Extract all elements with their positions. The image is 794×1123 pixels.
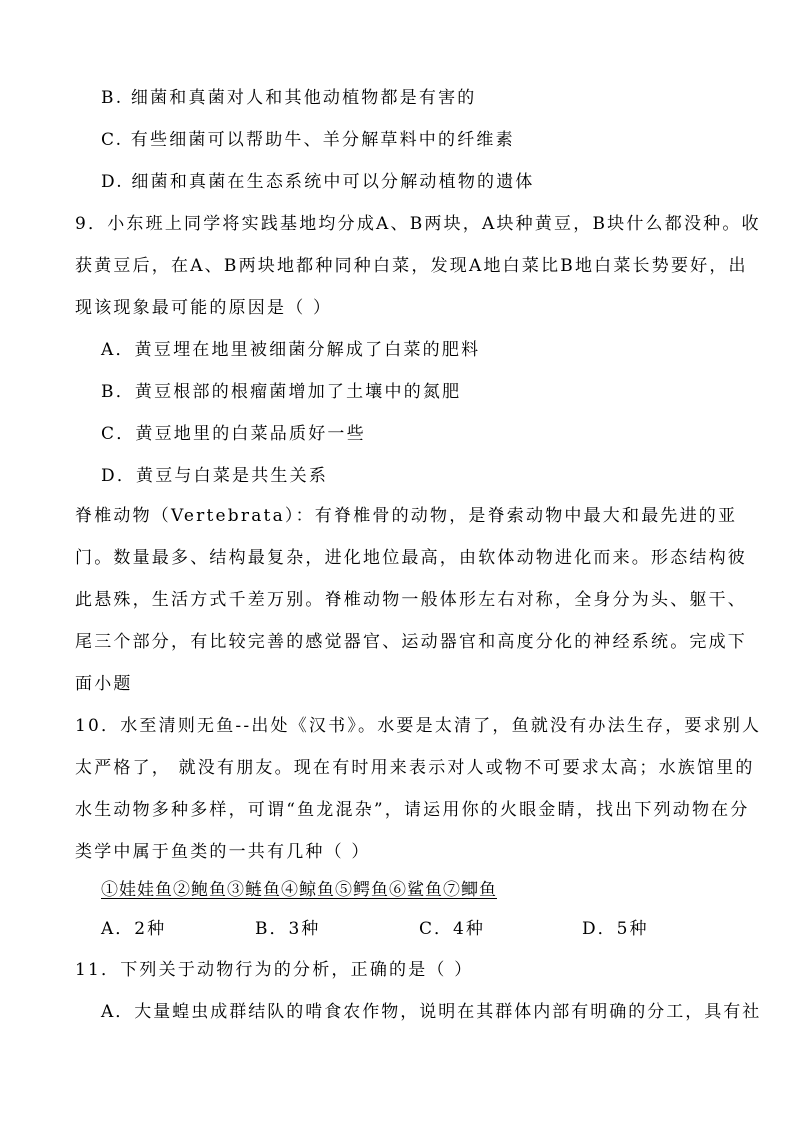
- q10-stem-line-1: 10．水至清则无鱼--出处《汉书》。水要是太清了，鱼就没有办法生存，要求别人: [75, 716, 762, 736]
- q9-option-d: D．黄豆与白菜是共生关系: [101, 466, 329, 486]
- q8-option-b: B. 细菌和真菌对人和其他动植物都是有害的: [101, 88, 477, 108]
- q10-animal-list: [101, 878, 497, 902]
- q10-stem-line-3: 水生动物多种多样，可谓“鱼龙混杂”，请运用你的火眼金睛，找出下列动物在分: [75, 800, 750, 820]
- passage-line-1: 脊椎动物（Vertebrata）：有脊椎骨的动物，是脊索动物中最大和最先进的亚: [75, 506, 738, 526]
- q9-option-b: B．黄豆根部的根瘤菌增加了土壤中的氮肥: [101, 382, 462, 402]
- q11-option-a: A．大量蝗虫成群结队的啃食农作物，说明在其群体内部有明确的分工，具有社: [101, 1002, 762, 1022]
- q9-option-c: C．黄豆地里的白菜品质好一些: [101, 424, 366, 444]
- q8-option-d: D. 细菌和真菌在生态系统中可以分解动植物的遗体: [101, 172, 535, 192]
- q10-choice-d: D．5种: [582, 919, 649, 939]
- q10-stem-line-2: 太严格了， 就没有朋友。现在有时用来表示对人或物不可要求太高；水族馆里的: [75, 758, 755, 778]
- q9-stem-line-3: 现该现象最可能的原因是（ ）: [75, 298, 333, 318]
- passage-line-4: 尾三个部分，有比较完善的感觉器官、运动器官和高度分化的神经系统。完成下: [75, 632, 747, 652]
- q8-option-c: C. 有些细菌可以帮助牛、羊分解草料中的纤维素: [101, 130, 515, 150]
- passage-line-3: 此悬殊，生活方式千差万别。脊椎动物一般体形左右对称，全身分为头、躯干、: [75, 590, 747, 610]
- q10-choice-a: A．2种: [101, 919, 167, 939]
- passage-line-2: 门。数量最多、结构最复杂，进化地位最高，由软体动物进化而来。形态结构彼: [75, 548, 747, 568]
- q10-animal-list-text: ①娃娃鱼②鲍鱼③鲢鱼④鲸鱼⑤鳄鱼⑥鲨鱼⑦鲫鱼: [101, 880, 497, 900]
- q9-stem-line-1: 9．小东班上同学将实践基地均分成A、B两块，A块种黄豆，B块什么都没种。收: [75, 214, 761, 234]
- q10-choices: [101, 917, 741, 941]
- q10-choice-b: B．3种: [255, 919, 321, 939]
- passage-line-5: 面小题: [75, 674, 133, 694]
- q10-stem-line-4: 类学中属于鱼类的一共有几种（ ）: [75, 842, 371, 862]
- q9-option-a: A．黄豆埋在地里被细菌分解成了白菜的肥料: [101, 340, 481, 360]
- q10-choice-c: C．4种: [419, 919, 485, 939]
- q9-stem-line-2: 获黄豆后，在A、B两块地都种同种白菜，发现A地白菜比B地白菜长势要好，出: [75, 256, 748, 276]
- q11-stem: 11．下列关于动物行为的分析，正确的是（ ）: [75, 960, 474, 980]
